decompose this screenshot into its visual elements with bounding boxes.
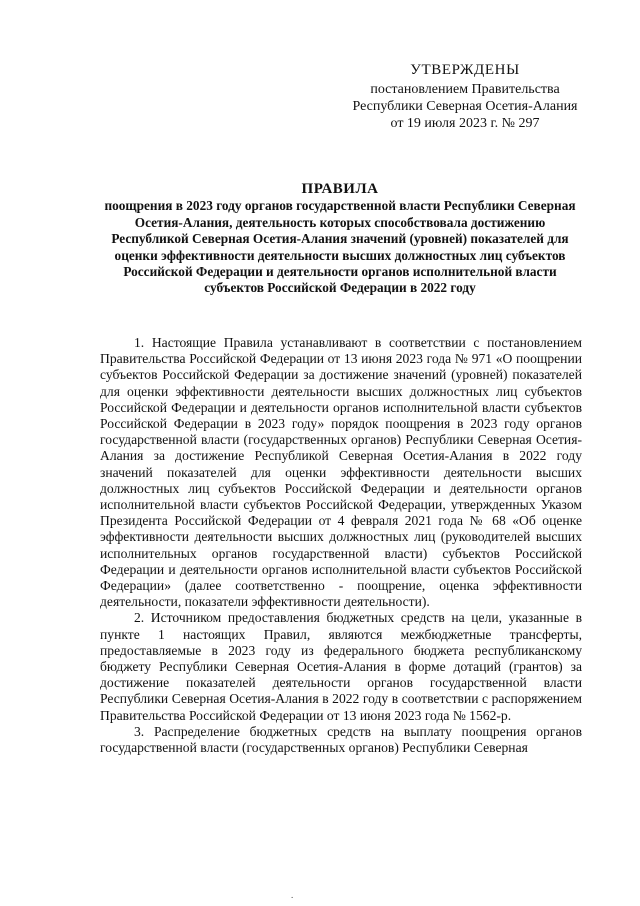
approval-line: постановлением Правительства xyxy=(370,82,560,97)
approval-date: от 19 июля 2023 г. № 297 xyxy=(390,116,540,131)
paragraph-3: 3. Распределение бюджетных средств на выплату поощрения органов государственной власти (государственных органов) Республики Северная xyxy=(100,723,582,756)
paragraph-1: 1. Настоящие Правила устанавливают в соответствии с постановлением Правительства Российской Федерации от 13 июня 2023 года № 971 «О поощрении субъектов Российской Федерации за достижение значений (уровней) показателей для оценки эффективности деятельности высших должностных лиц субъектов Российской Федерации и деятельности органов исполнительной власти субъектов Российской Федерации в 2023 году» порядок поощрения в 2023 году органов государственной власти (государственных органов) Республики Северная Осетия-Алания за достижение Республикой Северная Осетия-Алания в 2022 году значений показателей для оценки эффективности деятельности высших должностных лиц субъектов Российской Федерации и деятельности органов исполнительной власти субъектов Российской Федерации, утвержденных Указом Президента Российской Федерации от 4 февраля 2021 года № 68 «Об оценке эффективности деятельности высших должностных лиц (руководителей высших исполнительных органов государственной власти) субъектов Российской Федерации и деятельности органов исполнительной власти субъектов Российской Федерации» (далее соответственно - поощрение, оценка эффективности деятельности, показатели эффективности деятельности). xyxy=(100,335,582,610)
document-title-block xyxy=(96,181,584,297)
approval-stamp xyxy=(330,62,600,132)
document-title: ПРАВИЛА xyxy=(301,181,379,197)
page-footer-mark: . xyxy=(291,890,294,900)
document-subtitle: поощрения в 2023 году органов государственной власти Республики Северная Осетия-Алания, деятельность которых способствовала достижению Республикой Северная Осетия-Алания значений (уровней) показателей для оценки эффективности деятельности высших должностных лиц субъектов Российской Федерации и деятельности органов исполнительной власти субъектов Российской Федерации в 2022 году xyxy=(104,198,576,296)
approval-line: Республики Северная Осетия-Алания xyxy=(352,99,578,114)
approval-heading: УТВЕРЖДЕНЫ xyxy=(410,62,520,78)
paragraph-2: 2. Источником предоставления бюджетных средств на цели, указанные в пункте 1 настоящих Правил, являются межбюджетные трансферты, предоставляемые в 2023 году из федерального бюджета республиканскому бюджету Республики Северная Осетия-Алания в форме дотаций (грантов) за достижение показателей деятельности органов государственной власти Республики Северная Осетия-Алания в 2022 году в соответствии с распоряжением Правительства Российской Федерации от 13 июня 2023 года № 1562-р. xyxy=(100,610,582,723)
document-body xyxy=(100,335,582,756)
